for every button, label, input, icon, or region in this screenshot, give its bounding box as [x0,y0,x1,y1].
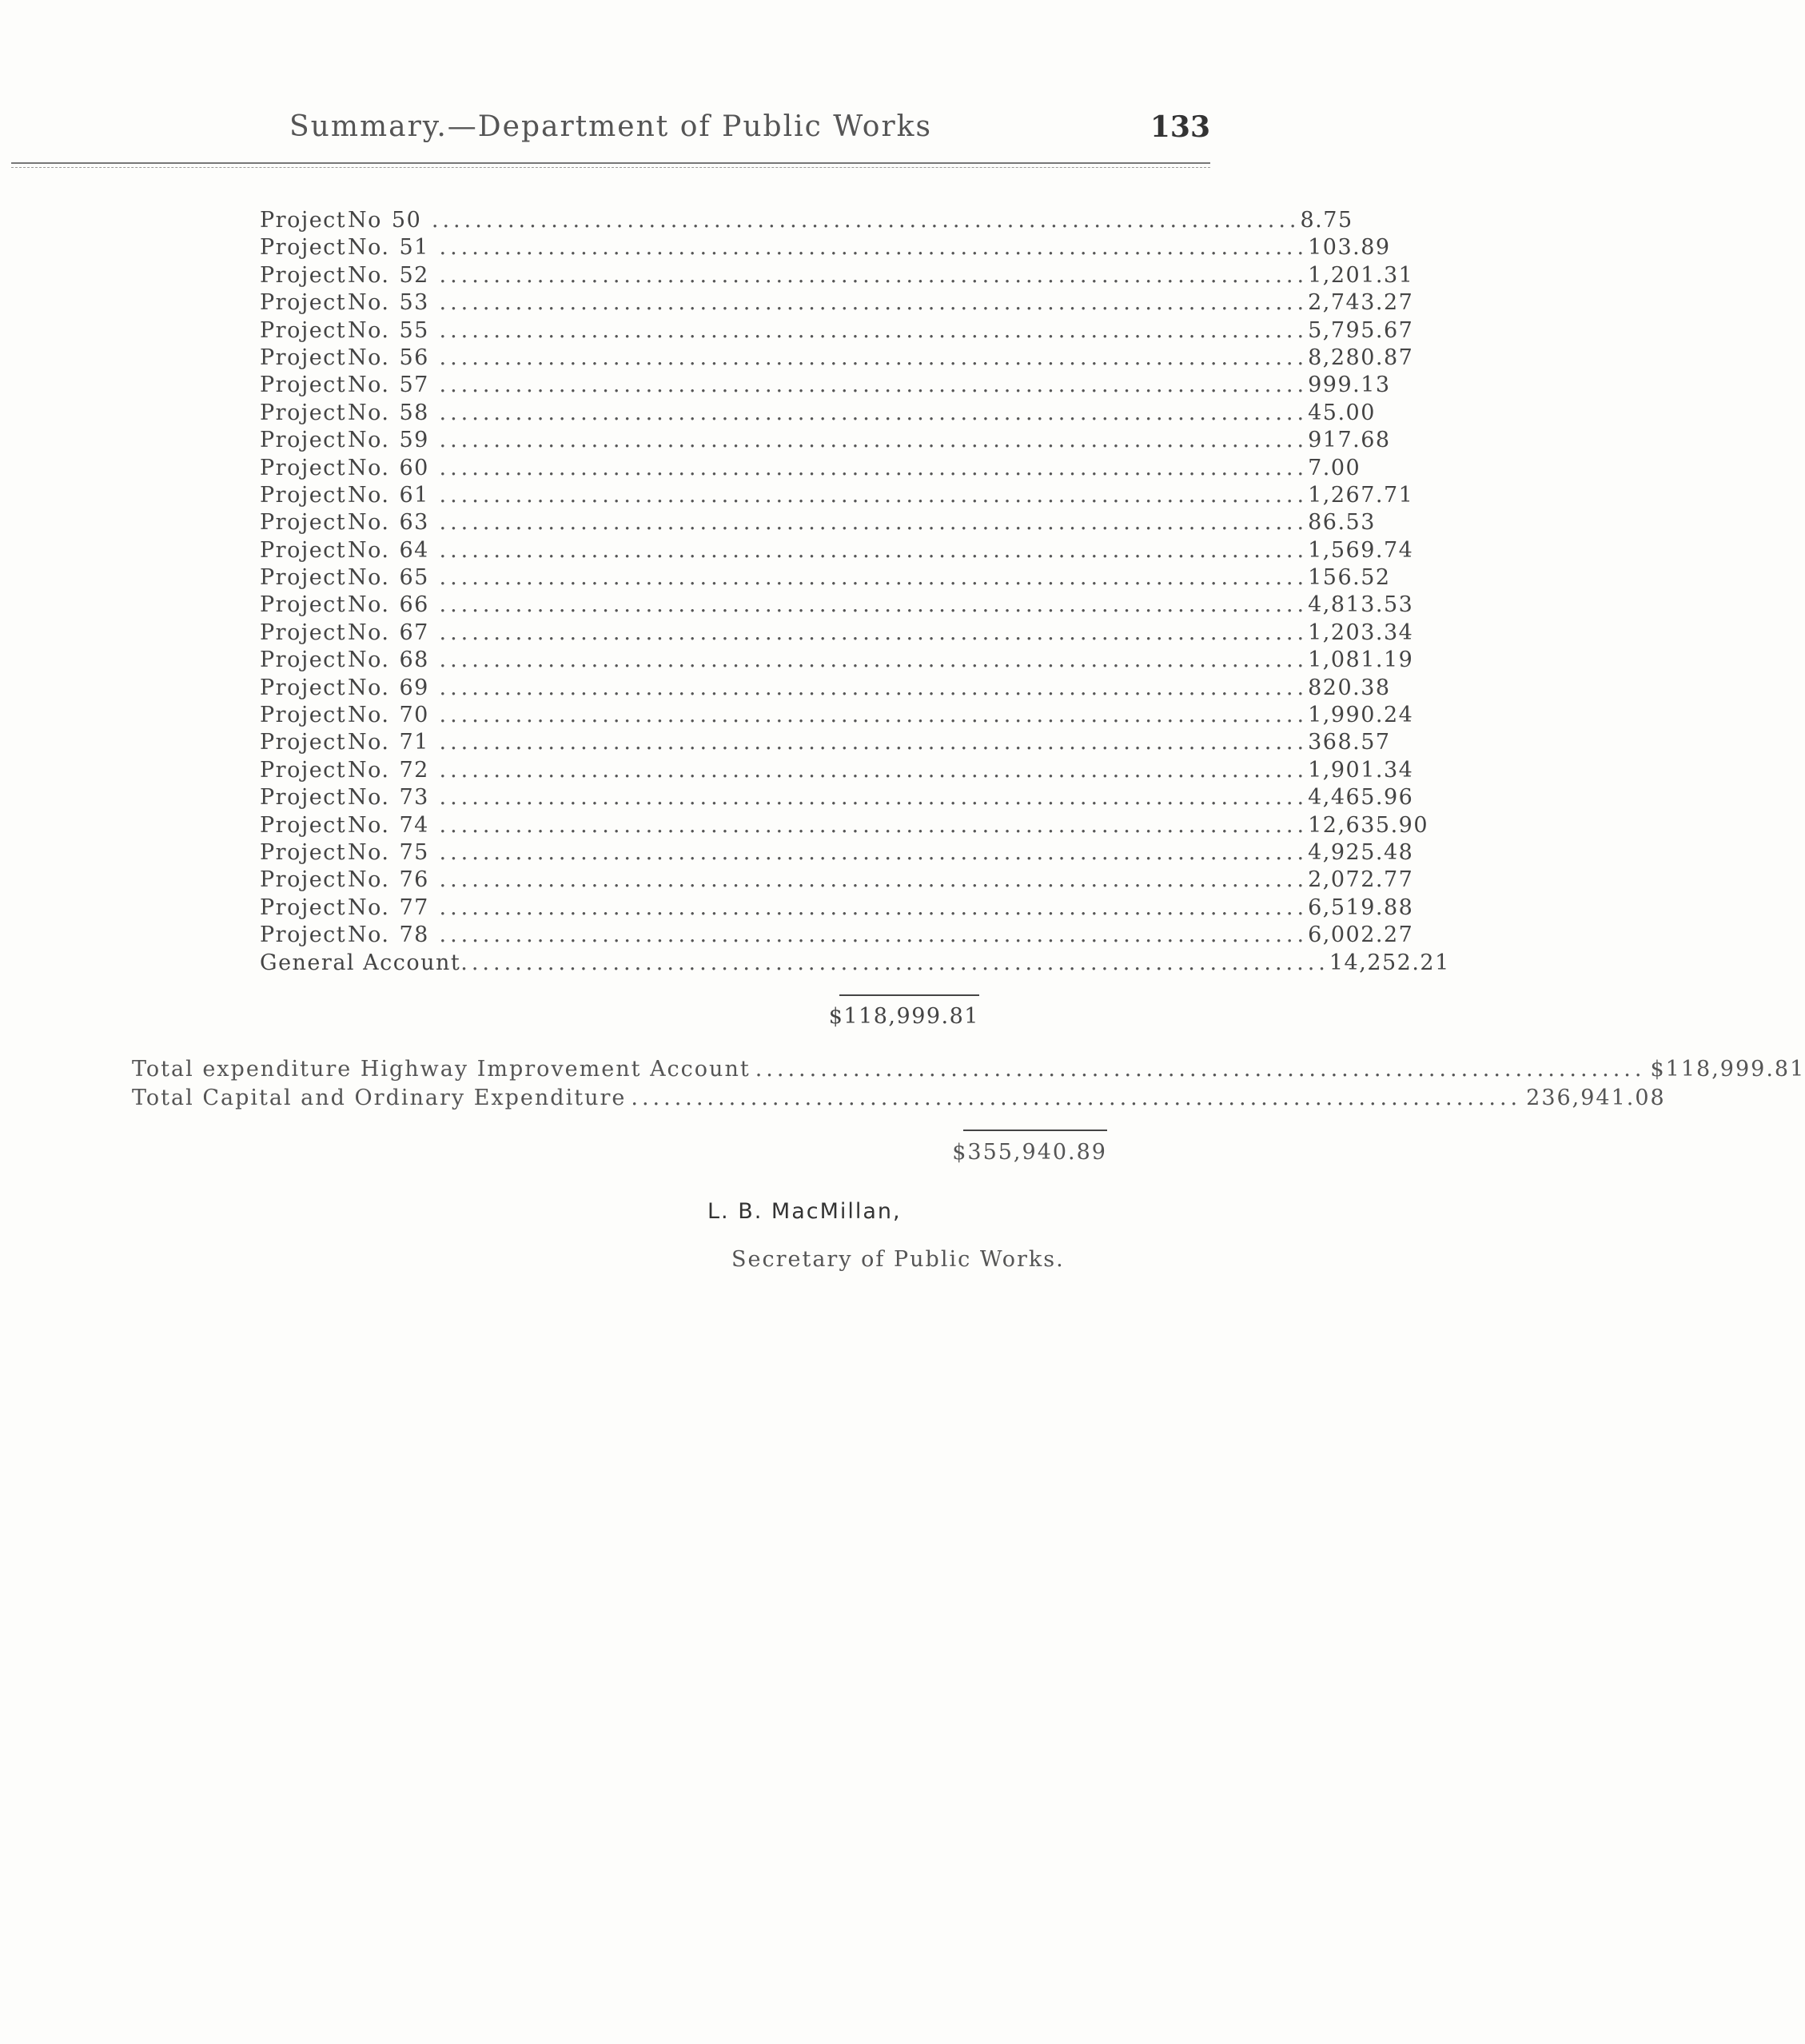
project-number: 57 [399,373,429,398]
project-amount: 156.52 [1308,565,1391,591]
project-number: 51 [399,235,429,261]
project-amount: 2,743.27 [1308,290,1414,316]
project-number: 53 [399,290,429,316]
dot-leader: ................................................................................ [439,565,1309,591]
number-abbrev: No. [348,730,390,755]
project-number: 75 [399,839,429,865]
project-word: Project [260,592,347,618]
project-number: 65 [399,565,429,591]
project-number: 59 [399,428,429,453]
project-amount: 4,813.53 [1308,592,1414,618]
project-number: 74 [399,812,429,838]
total-label: Total Capital and Ordinary Expenditure [132,1086,627,1110]
project-amount: 12,635.90 [1308,812,1429,838]
table-row [260,730,1391,757]
dot-leader: ................................................................................ [439,647,1309,673]
dot-leader: ................................................................................ [439,867,1309,893]
project-amount: 6,002.27 [1308,922,1414,948]
project-amount: 2,072.77 [1308,867,1414,893]
project-label [260,208,432,233]
project-word: Project [260,894,347,920]
number-abbrev: No. [348,235,390,261]
header-rule-secondary [11,167,1210,168]
subtotal-rule [839,994,979,996]
project-number: 52 [399,262,429,288]
number-abbrev: No. [348,537,390,563]
table-row [260,812,1429,840]
table-row [260,400,1376,428]
project-label [260,758,440,783]
signatory-name: L. B. MacMillan, [707,1199,902,1224]
project-word: Project [260,703,347,728]
dot-leader: ................................................................................ [439,812,1309,838]
number-abbrev: No. [348,345,390,370]
project-word: Project [260,510,347,536]
project-label [260,290,440,315]
project-word: Project [260,428,347,453]
total-amount: $118,999.81 [1650,1057,1805,1082]
grand-total-amount: $355,940.89 [952,1140,1107,1165]
number-abbrev: No. [348,812,390,838]
project-amount: 6,519.88 [1308,894,1414,920]
project-word: Project [260,455,347,480]
project-number: 66 [399,592,429,618]
project-number: 50 [391,208,422,233]
number-abbrev: No. [348,647,390,673]
project-word: Project [260,235,347,261]
project-number: 55 [399,317,429,343]
project-word: Project [260,675,347,700]
project-number: 71 [399,730,429,755]
table-row [260,262,1414,290]
project-label [260,235,440,260]
project-number: 78 [399,922,429,948]
total-label: Total expenditure Highway Improvement Account [132,1057,751,1082]
number-abbrev: No. [348,400,390,425]
project-label [260,263,440,288]
project-number: 60 [399,455,429,480]
project-number: 77 [399,894,429,920]
number-abbrev: No. [348,785,390,811]
project-label [260,647,440,672]
project-number: 69 [399,675,429,700]
project-label [260,703,440,727]
project-amount: 917.68 [1308,428,1391,453]
dot-leader: ................................................................................ [439,455,1309,480]
project-amount: 1,901.34 [1308,757,1414,783]
project-word: Project [260,757,347,783]
project-amount: 1,203.34 [1308,620,1414,645]
project-number: 63 [399,510,429,536]
dot-leader: ................................................................................ [431,208,1301,233]
table-row [260,839,1414,867]
dot-leader: ................................................................................ [439,537,1309,563]
project-amount: 1,267.71 [1308,482,1414,508]
project-word: Project [260,647,347,673]
project-word: Project [260,345,347,370]
dot-leader: ................................................................................ [439,428,1309,453]
dot-leader: ................................................................................ [439,894,1309,920]
dot-leader: ................................................................................ [439,510,1309,536]
project-number: 72 [399,757,429,783]
signatory-title: Secretary of Public Works. [731,1247,1065,1272]
header-rule [11,162,1210,164]
project-label [260,922,440,947]
number-abbrev: No. [348,373,390,398]
project-word: Project [260,262,347,288]
table-row [260,345,1414,373]
general-account-amount: 14,252.21 [1329,950,1450,975]
project-number: 61 [399,482,429,508]
project-label [260,785,440,810]
project-word: Project [260,730,347,755]
project-number: 56 [399,345,429,370]
number-abbrev: No. [348,482,390,508]
number-abbrev: No. [348,703,390,728]
number-abbrev: No. [348,592,390,618]
table-row [260,482,1414,510]
table-row [260,317,1414,345]
project-word: Project [260,839,347,865]
table-row [260,592,1414,620]
dot-leader: ................................................................................ [439,290,1309,316]
dot-leader: ................................................................................ [439,235,1309,261]
dot-leader: ................................................................................ [439,839,1309,865]
project-label [260,318,440,343]
number-abbrev: No. [348,867,390,893]
dot-leader: .................................................................................. [755,1057,1646,1082]
table-row [260,235,1391,262]
table-row [260,510,1376,537]
total-amount: 236,941.08 [1526,1086,1666,1110]
project-amount: 86.53 [1308,510,1376,536]
project-amount: 4,925.48 [1308,839,1414,865]
project-amount: 4,465.96 [1308,785,1414,811]
number-abbrev: No. [348,290,390,316]
number-abbrev: No. [348,894,390,920]
project-word: Project [260,482,347,508]
project-word: Project [260,537,347,563]
table-row [260,922,1414,950]
number-abbrev: No. [348,675,390,700]
project-expenditure-table [260,208,1450,978]
dot-leader: ................................................................................ [439,345,1309,370]
number-abbrev: No [348,208,382,233]
project-label [260,483,440,508]
project-label [260,373,440,397]
dot-leader: ................................................................................ [439,675,1309,700]
table-row-general-account [260,950,1450,978]
project-label [260,813,440,838]
project-amount: 5,795.67 [1308,317,1414,343]
totals-section [132,1057,1805,1114]
dot-leader: ................................................................................ [460,950,1329,975]
project-word: Project [260,400,347,425]
page-number: 133 [1150,110,1210,144]
project-amount: 999.13 [1308,373,1391,398]
running-title: Summary.—Department of Public Works [289,110,932,143]
table-row [260,373,1391,400]
number-abbrev: No. [348,757,390,783]
dot-leader: .................................................................................. [631,1086,1522,1110]
project-amount: 8,280.87 [1308,345,1414,370]
dot-leader: ................................................................................ [439,592,1309,618]
dot-leader: ................................................................................ [439,400,1309,425]
dot-leader: ................................................................................ [439,620,1309,645]
table-row [260,647,1414,675]
table-row [260,757,1414,785]
project-label [260,730,440,755]
project-amount: 45.00 [1308,400,1376,425]
project-amount: 820.38 [1308,675,1391,700]
project-amount: 103.89 [1308,235,1391,261]
project-number: 70 [399,703,429,728]
project-amount: 7.00 [1308,455,1361,480]
project-label [260,675,440,700]
number-abbrev: No. [348,510,390,536]
dot-leader: ................................................................................ [439,703,1309,728]
project-amount: 1,569.74 [1308,537,1414,563]
project-number: 76 [399,867,429,893]
project-label [260,867,440,892]
table-row [260,208,1353,235]
grand-total-rule [963,1130,1107,1131]
number-abbrev: No. [348,839,390,865]
general-account-label: General Account [260,950,461,975]
project-amount: 8.75 [1300,208,1353,233]
dot-leader: ................................................................................ [439,373,1309,398]
project-word: Project [260,785,347,811]
number-abbrev: No. [348,317,390,343]
number-abbrev: No. [348,428,390,453]
table-row [260,537,1414,565]
project-number: 67 [399,620,429,645]
table-row [260,565,1391,592]
project-label [260,538,440,563]
project-amount: 368.57 [1308,730,1391,755]
project-label [260,510,440,535]
project-word: Project [260,565,347,591]
project-word: Project [260,922,347,948]
project-label [260,840,440,865]
project-amount: 1,081.19 [1308,647,1414,673]
project-label [260,456,440,480]
project-label [260,565,440,590]
table-row [260,867,1414,894]
table-row [260,785,1414,812]
project-word: Project [260,208,347,233]
project-word: Project [260,317,347,343]
dot-leader: ................................................................................ [439,922,1309,948]
total-row-capital-ordinary [132,1086,1666,1114]
table-row [260,894,1414,922]
project-label [260,895,440,920]
project-word: Project [260,620,347,645]
dot-leader: ................................................................................ [439,757,1309,783]
project-label [260,345,440,370]
table-row [260,428,1391,455]
project-word: Project [260,373,347,398]
project-number: 58 [399,400,429,425]
project-number: 68 [399,647,429,673]
number-abbrev: No. [348,922,390,948]
project-word: Project [260,812,347,838]
dot-leader: ................................................................................ [439,730,1309,755]
project-amount: 1,201.31 [1308,262,1414,288]
project-label [260,428,440,452]
project-label [260,400,440,425]
number-abbrev: No. [348,455,390,480]
project-label [260,592,440,617]
project-word: Project [260,290,347,316]
project-amount: 1,990.24 [1308,703,1414,728]
dot-leader: ................................................................................ [439,785,1309,811]
number-abbrev: No. [348,565,390,591]
dot-leader: ................................................................................ [439,262,1309,288]
table-row [260,620,1414,647]
table-row [260,703,1414,730]
dot-leader: ................................................................................ [439,317,1309,343]
subtotal-amount: $118,999.81 [828,1004,979,1029]
table-row [260,675,1391,703]
number-abbrev: No. [348,620,390,645]
table-row [260,290,1414,317]
page-header [11,110,1210,158]
project-number: 73 [399,785,429,811]
project-number: 64 [399,537,429,563]
total-row-highway [132,1057,1805,1086]
project-word: Project [260,867,347,893]
dot-leader: ................................................................................ [439,482,1309,508]
number-abbrev: No. [348,262,390,288]
project-label [260,620,440,645]
table-row [260,455,1361,483]
